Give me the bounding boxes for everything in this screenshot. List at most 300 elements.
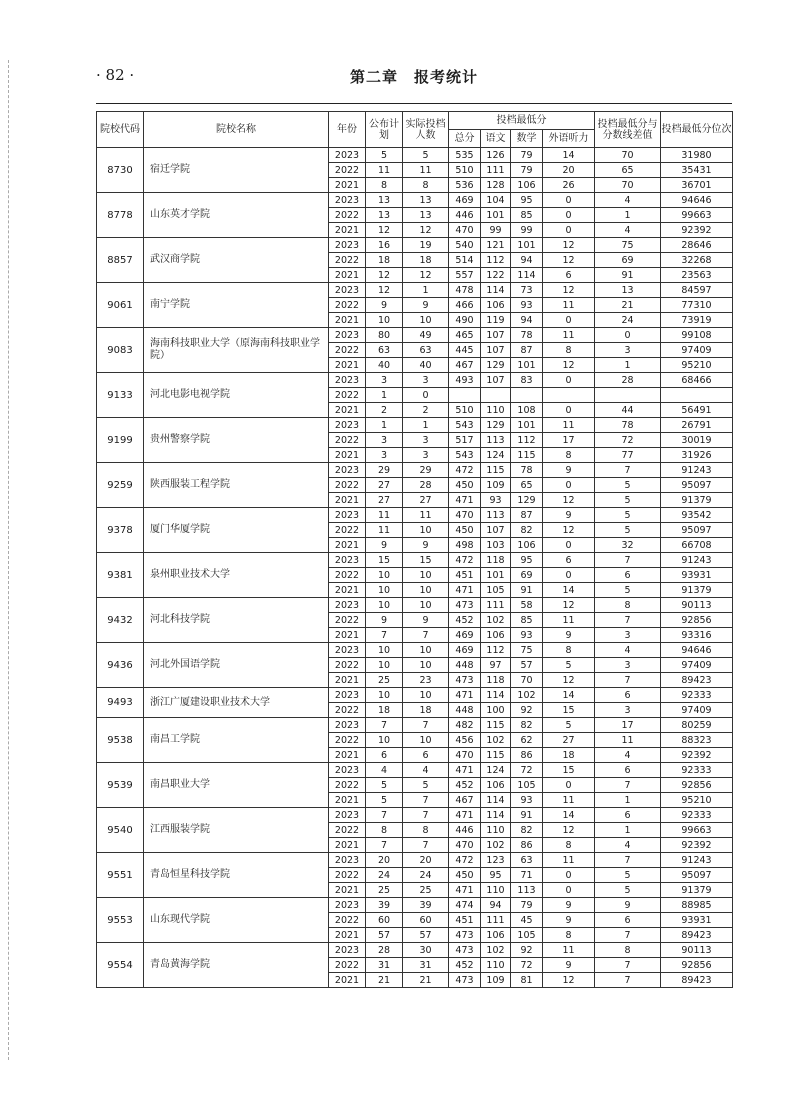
plan-cell: 1: [366, 388, 403, 403]
listening-cell: 15: [543, 763, 595, 778]
year-cell: 2023: [329, 463, 366, 478]
actual-cell: 25: [403, 883, 449, 898]
year-cell: 2021: [329, 928, 366, 943]
plan-cell: 21: [366, 973, 403, 988]
actual-cell: 5: [403, 148, 449, 163]
actual-cell: 60: [403, 913, 449, 928]
school-name: 南昌工学院: [144, 718, 329, 763]
year-cell: 2022: [329, 568, 366, 583]
actual-cell: 31: [403, 958, 449, 973]
school-code: 9133: [97, 373, 144, 418]
school-name: 河北外国语学院: [144, 643, 329, 688]
plan-cell: 11: [366, 163, 403, 178]
total-cell: 472: [449, 553, 481, 568]
total-cell: 474: [449, 898, 481, 913]
total-cell: 471: [449, 808, 481, 823]
chinese-cell: 114: [481, 808, 511, 823]
listening-cell: 0: [543, 403, 595, 418]
school-code: 8778: [97, 193, 144, 238]
header-actual: 实际投档人数: [403, 112, 449, 148]
listening-cell: 11: [543, 853, 595, 868]
total-cell: 448: [449, 703, 481, 718]
rank-cell: 92392: [661, 748, 733, 763]
actual-cell: 10: [403, 688, 449, 703]
math-cell: 45: [511, 913, 543, 928]
year-cell: 2021: [329, 538, 366, 553]
math-cell: 86: [511, 838, 543, 853]
math-cell: 112: [511, 433, 543, 448]
listening-cell: 0: [543, 883, 595, 898]
rank-cell: 91379: [661, 493, 733, 508]
rank-cell: 95210: [661, 358, 733, 373]
rank-cell: 92856: [661, 958, 733, 973]
total-cell: 448: [449, 658, 481, 673]
diff-cell: 6: [595, 688, 661, 703]
table-row: [97, 328, 733, 343]
rank-cell: 91243: [661, 553, 733, 568]
math-cell: 82: [511, 523, 543, 538]
plan-cell: 29: [366, 463, 403, 478]
chinese-cell: 123: [481, 853, 511, 868]
plan-cell: 5: [366, 778, 403, 793]
rank-cell: 93931: [661, 913, 733, 928]
chinese-cell: 107: [481, 373, 511, 388]
year-cell: 2022: [329, 433, 366, 448]
rank-cell: 92856: [661, 778, 733, 793]
rank-cell: 26791: [661, 418, 733, 433]
actual-cell: 5: [403, 778, 449, 793]
chapter-title: 第二章 报考统计: [349, 68, 478, 86]
rank-cell: 31980: [661, 148, 733, 163]
year-cell: 2022: [329, 523, 366, 538]
listening-cell: 8: [543, 928, 595, 943]
actual-cell: 1: [403, 283, 449, 298]
listening-cell: 0: [543, 478, 595, 493]
table-row: [97, 553, 733, 568]
chinese-cell: 113: [481, 508, 511, 523]
math-cell: 78: [511, 328, 543, 343]
rank-cell: 90113: [661, 598, 733, 613]
listening-cell: 12: [543, 283, 595, 298]
diff-cell: 6: [595, 568, 661, 583]
plan-cell: 27: [366, 478, 403, 493]
actual-cell: 18: [403, 253, 449, 268]
listening-cell: [543, 388, 595, 403]
school-name: 南昌职业大学: [144, 763, 329, 808]
chinese-cell: 115: [481, 748, 511, 763]
diff-cell: 7: [595, 973, 661, 988]
listening-cell: 5: [543, 718, 595, 733]
year-cell: 2022: [329, 208, 366, 223]
chinese-cell: 115: [481, 718, 511, 733]
chinese-cell: 121: [481, 238, 511, 253]
chinese-cell: 118: [481, 673, 511, 688]
math-cell: 93: [511, 298, 543, 313]
plan-cell: 2: [366, 403, 403, 418]
math-cell: 82: [511, 823, 543, 838]
math-cell: 113: [511, 883, 543, 898]
listening-cell: 27: [543, 733, 595, 748]
year-cell: 2023: [329, 553, 366, 568]
total-cell: 471: [449, 493, 481, 508]
total-cell: 473: [449, 943, 481, 958]
school-name: 青岛黄海学院: [144, 943, 329, 988]
rank-cell: 95097: [661, 478, 733, 493]
math-cell: [511, 388, 543, 403]
total-cell: 470: [449, 838, 481, 853]
listening-cell: 9: [543, 463, 595, 478]
total-cell: 471: [449, 763, 481, 778]
total-cell: 451: [449, 913, 481, 928]
rank-cell: 68466: [661, 373, 733, 388]
diff-cell: 4: [595, 193, 661, 208]
listening-cell: 14: [543, 583, 595, 598]
math-cell: 72: [511, 958, 543, 973]
plan-cell: 10: [366, 643, 403, 658]
rank-cell: 94646: [661, 193, 733, 208]
year-cell: 2021: [329, 178, 366, 193]
math-cell: 72: [511, 763, 543, 778]
header-year: 年份: [329, 112, 366, 148]
listening-cell: 14: [543, 688, 595, 703]
actual-cell: 20: [403, 853, 449, 868]
school-code: 9199: [97, 418, 144, 463]
chinese-cell: 110: [481, 958, 511, 973]
chinese-cell: 103: [481, 538, 511, 553]
total-cell: 536: [449, 178, 481, 193]
plan-cell: 10: [366, 658, 403, 673]
chinese-cell: 126: [481, 148, 511, 163]
diff-cell: 1: [595, 358, 661, 373]
math-cell: 82: [511, 718, 543, 733]
chinese-cell: 104: [481, 193, 511, 208]
plan-cell: 57: [366, 928, 403, 943]
math-cell: 91: [511, 583, 543, 598]
chinese-cell: 119: [481, 313, 511, 328]
chinese-cell: 113: [481, 433, 511, 448]
rank-cell: 92392: [661, 838, 733, 853]
school-code: 9083: [97, 328, 144, 373]
rank-cell: 23563: [661, 268, 733, 283]
rank-cell: 99108: [661, 328, 733, 343]
math-cell: 78: [511, 463, 543, 478]
plan-cell: 10: [366, 568, 403, 583]
total-cell: 510: [449, 163, 481, 178]
actual-cell: 49: [403, 328, 449, 343]
admission-statistics-table: [96, 111, 733, 988]
math-cell: 57: [511, 658, 543, 673]
rank-cell: 97409: [661, 343, 733, 358]
rank-cell: 88323: [661, 733, 733, 748]
diff-cell: 17: [595, 718, 661, 733]
year-cell: 2021: [329, 748, 366, 763]
total-cell: 472: [449, 853, 481, 868]
listening-cell: 8: [543, 838, 595, 853]
plan-cell: 11: [366, 523, 403, 538]
diff-cell: 3: [595, 343, 661, 358]
school-code: 9432: [97, 598, 144, 643]
year-cell: 2021: [329, 493, 366, 508]
school-code: 9540: [97, 808, 144, 853]
actual-cell: 13: [403, 208, 449, 223]
year-cell: 2023: [329, 283, 366, 298]
plan-cell: 7: [366, 718, 403, 733]
plan-cell: 10: [366, 733, 403, 748]
math-cell: 92: [511, 703, 543, 718]
chinese-cell: 102: [481, 613, 511, 628]
actual-cell: 40: [403, 358, 449, 373]
year-cell: 2022: [329, 343, 366, 358]
total-cell: 466: [449, 298, 481, 313]
school-name: 海南科技职业大学（原海南科技职业学院）: [144, 328, 329, 373]
math-cell: 95: [511, 553, 543, 568]
chinese-cell: 114: [481, 793, 511, 808]
rank-cell: 89423: [661, 673, 733, 688]
chinese-cell: [481, 388, 511, 403]
rank-cell: 31926: [661, 448, 733, 463]
math-cell: 85: [511, 208, 543, 223]
actual-cell: 10: [403, 583, 449, 598]
listening-cell: 8: [543, 643, 595, 658]
chinese-cell: 106: [481, 778, 511, 793]
table-row: [97, 898, 733, 913]
math-cell: 75: [511, 643, 543, 658]
rank-cell: 89423: [661, 973, 733, 988]
rank-cell: 97409: [661, 658, 733, 673]
actual-cell: 7: [403, 838, 449, 853]
actual-cell: 8: [403, 178, 449, 193]
year-cell: 2021: [329, 403, 366, 418]
actual-cell: 4: [403, 763, 449, 778]
actual-cell: 10: [403, 658, 449, 673]
school-name: 江西服装学院: [144, 808, 329, 853]
total-cell: 510: [449, 403, 481, 418]
total-cell: 470: [449, 223, 481, 238]
diff-cell: 7: [595, 778, 661, 793]
plan-cell: 18: [366, 703, 403, 718]
diff-cell: 1: [595, 208, 661, 223]
math-cell: 95: [511, 193, 543, 208]
total-cell: 473: [449, 598, 481, 613]
year-cell: 2022: [329, 823, 366, 838]
rank-cell: 84597: [661, 283, 733, 298]
year-cell: 2021: [329, 358, 366, 373]
total-cell: 472: [449, 463, 481, 478]
plan-cell: 39: [366, 898, 403, 913]
table-row: [97, 373, 733, 388]
header-rank: 投档最低分位次: [661, 112, 733, 148]
plan-cell: 5: [366, 148, 403, 163]
table-body: [97, 148, 733, 988]
listening-cell: 12: [543, 253, 595, 268]
plan-cell: 5: [366, 793, 403, 808]
listening-cell: 8: [543, 343, 595, 358]
diff-cell: 91: [595, 268, 661, 283]
year-cell: 2023: [329, 943, 366, 958]
table-row: [97, 643, 733, 658]
diff-cell: 4: [595, 838, 661, 853]
table-row: [97, 418, 733, 433]
rank-cell: 92333: [661, 763, 733, 778]
school-code: 9436: [97, 643, 144, 688]
actual-cell: 29: [403, 463, 449, 478]
rank-cell: 93316: [661, 628, 733, 643]
diff-cell: 7: [595, 853, 661, 868]
rank-cell: 91379: [661, 583, 733, 598]
table-row: [97, 853, 733, 868]
chinese-cell: 128: [481, 178, 511, 193]
table-row: [97, 238, 733, 253]
actual-cell: 57: [403, 928, 449, 943]
year-cell: 2021: [329, 448, 366, 463]
rank-cell: 99663: [661, 208, 733, 223]
year-cell: 2023: [329, 808, 366, 823]
diff-cell: 70: [595, 148, 661, 163]
plan-cell: 12: [366, 223, 403, 238]
math-cell: 105: [511, 778, 543, 793]
year-cell: 2023: [329, 688, 366, 703]
header-code: 院校代码: [97, 112, 144, 148]
chinese-cell: 109: [481, 973, 511, 988]
plan-cell: 7: [366, 808, 403, 823]
diff-cell: 0: [595, 328, 661, 343]
year-cell: 2021: [329, 838, 366, 853]
chinese-cell: 122: [481, 268, 511, 283]
plan-cell: 16: [366, 238, 403, 253]
total-cell: 493: [449, 373, 481, 388]
listening-cell: 18: [543, 748, 595, 763]
listening-cell: 12: [543, 973, 595, 988]
table-row: [97, 193, 733, 208]
diff-cell: 32: [595, 538, 661, 553]
year-cell: 2022: [329, 478, 366, 493]
year-cell: 2023: [329, 373, 366, 388]
plan-cell: 9: [366, 538, 403, 553]
diff-cell: 78: [595, 418, 661, 433]
math-cell: 99: [511, 223, 543, 238]
plan-cell: 31: [366, 958, 403, 973]
rank-cell: 95097: [661, 523, 733, 538]
rank-cell: 91243: [661, 463, 733, 478]
chinese-cell: 118: [481, 553, 511, 568]
listening-cell: 11: [543, 613, 595, 628]
school-name: 陕西服装工程学院: [144, 463, 329, 508]
header-name: 院校名称: [144, 112, 329, 148]
math-cell: 69: [511, 568, 543, 583]
school-name: 贵州警察学院: [144, 418, 329, 463]
total-cell: 452: [449, 958, 481, 973]
listening-cell: 15: [543, 703, 595, 718]
math-cell: 101: [511, 238, 543, 253]
actual-cell: 13: [403, 193, 449, 208]
diff-cell: 7: [595, 553, 661, 568]
math-cell: 73: [511, 283, 543, 298]
math-cell: 92: [511, 943, 543, 958]
diff-cell: [595, 388, 661, 403]
year-cell: 2021: [329, 223, 366, 238]
listening-cell: 12: [543, 523, 595, 538]
chinese-cell: 93: [481, 493, 511, 508]
plan-cell: 8: [366, 823, 403, 838]
school-code: 9378: [97, 508, 144, 553]
diff-cell: 3: [595, 628, 661, 643]
chinese-cell: 102: [481, 943, 511, 958]
year-cell: 2023: [329, 238, 366, 253]
diff-cell: 5: [595, 508, 661, 523]
year-cell: 2021: [329, 883, 366, 898]
diff-cell: 5: [595, 478, 661, 493]
header-listening: 外语听力: [543, 130, 595, 148]
total-cell: 456: [449, 733, 481, 748]
diff-cell: 1: [595, 823, 661, 838]
total-cell: 482: [449, 718, 481, 733]
year-cell: 2021: [329, 973, 366, 988]
total-cell: 473: [449, 673, 481, 688]
school-code: 8857: [97, 238, 144, 283]
total-cell: 470: [449, 508, 481, 523]
total-cell: 514: [449, 253, 481, 268]
chinese-cell: 105: [481, 583, 511, 598]
total-cell: 445: [449, 343, 481, 358]
actual-cell: 3: [403, 373, 449, 388]
listening-cell: 12: [543, 598, 595, 613]
listening-cell: 12: [543, 493, 595, 508]
math-cell: 83: [511, 373, 543, 388]
diff-cell: 4: [595, 748, 661, 763]
math-cell: 85: [511, 613, 543, 628]
rank-cell: 66708: [661, 538, 733, 553]
chinese-cell: 107: [481, 523, 511, 538]
year-cell: 2023: [329, 328, 366, 343]
diff-cell: 65: [595, 163, 661, 178]
school-name: 宿迁学院: [144, 148, 329, 193]
page-header: [96, 62, 732, 96]
math-cell: 86: [511, 748, 543, 763]
year-cell: 2023: [329, 193, 366, 208]
actual-cell: 63: [403, 343, 449, 358]
actual-cell: 8: [403, 823, 449, 838]
total-cell: 469: [449, 193, 481, 208]
diff-cell: 1: [595, 793, 661, 808]
math-cell: 87: [511, 508, 543, 523]
year-cell: 2022: [329, 958, 366, 973]
plan-cell: 9: [366, 298, 403, 313]
plan-cell: 3: [366, 373, 403, 388]
actual-cell: 9: [403, 298, 449, 313]
diff-cell: 3: [595, 703, 661, 718]
rank-cell: 93931: [661, 568, 733, 583]
table-row: [97, 508, 733, 523]
actual-cell: 11: [403, 163, 449, 178]
rank-cell: 80259: [661, 718, 733, 733]
chinese-cell: 101: [481, 208, 511, 223]
year-cell: 2023: [329, 763, 366, 778]
rank-cell: 35431: [661, 163, 733, 178]
rank-cell: 32268: [661, 253, 733, 268]
school-name: 厦门华厦学院: [144, 508, 329, 553]
chinese-cell: 114: [481, 283, 511, 298]
listening-cell: 11: [543, 298, 595, 313]
actual-cell: 6: [403, 748, 449, 763]
total-cell: 450: [449, 523, 481, 538]
math-cell: 101: [511, 418, 543, 433]
math-cell: 62: [511, 733, 543, 748]
school-code: 8730: [97, 148, 144, 193]
rank-cell: 97409: [661, 703, 733, 718]
actual-cell: 10: [403, 643, 449, 658]
actual-cell: 23: [403, 673, 449, 688]
listening-cell: 12: [543, 238, 595, 253]
